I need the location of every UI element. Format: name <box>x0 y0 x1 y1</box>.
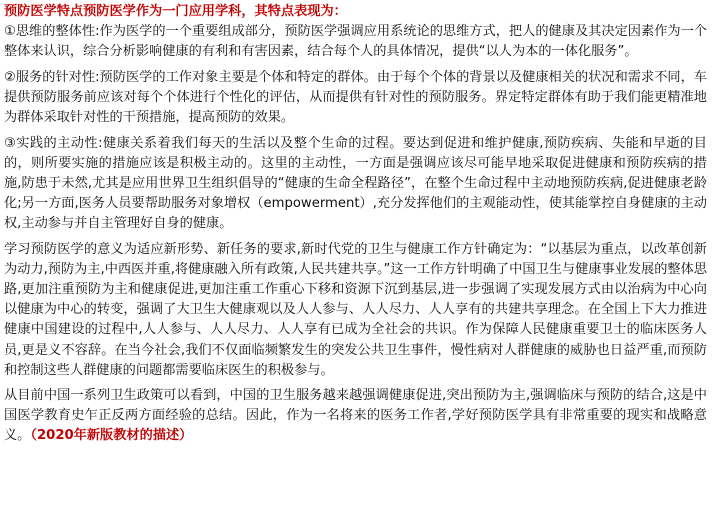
source-note: （2020年新版教材的描述） <box>30 427 193 443</box>
point-paragraph-holistic-thinking: ①思维的整体性:作为医学的一个重要组成部分，预防医学强调应用系统论的思维方式，把人的健康及其决定因素作为一个整体来认识，综合分析影响健康的有利和有害因素，结合每个人的具体情况，提供“以人为本的一体化服务”。 <box>4 24 707 60</box>
document-heading: 预防医学特点预防医学作为一门应用学科，其特点表现为： <box>4 4 347 19</box>
point-paragraph-targeted-service: ②服务的针对性:预防医学的工作对象主要是个体和特定的群体。由于每个个体的背景以及健康相关的状况和需求不同，车提供预防服务前应该对每个个体进行个性化的评估，从而提供有针对性的预防服务。界定特定群体有助于我们能更精准地为群体采取针对性的干预措施，提高预防的效果。 <box>4 70 707 126</box>
conclusion-text: 从目前中国一系列卫生政策可以看到，中国的卫生服务越来越强调健康促进,突出预防为主,强调临床与预防的结合,这是中国医学教育史乍正反两方面经验的总结。因此，作为一名将来的医务工作者,学好预防医学具有非常重要的现实和战略意义。 <box>4 387 707 443</box>
point-paragraph-proactive-practice: ③实践的主动性:健康关系着我们每天的生活以及整个生命的过程。要达到促进和维护健康,预防疾病、失能和早逝的目的，则所要实施的措施应该是积极主动的。这里的主动性，一方面是强调应该尽可能早地采取促进健康和预防疾病的措施,防患于未然,尤其是应用世界卫生组织倡导的“健康的生命全程路径”，在整个生命过程中主动地预防疾病,促进健康老龄化;另一方面,医务人员要帮助服务对象增权（empowerment）,充分发挥他们的主观能动性，使其能掌控自身健康的主动权,主动参与并自主管理好自身的健康。 <box>4 135 707 231</box>
significance-paragraph: 学习预防医学的意义为适应新形势、新任务的要求,新时代党的卫生与健康工作方针确定为：“以基层为重点，以改革创新为动力,预防为主,中西医并重,将健康融入所有政策,人民共建共享。”这一工作方针明确了中国卫生与健康事业发展的整体思路,更加注重预防为主和健康促进,更加注重工作重心下移和资源下沉到基层,进一步强调了实现发展方式由以治病为中心向以健康为中心的转变，强调了大卫生大健康观以及人人参与、人人尽力、人人享有的共建共享理念。在全国上下大力推进健康中国建设的过程中,人人参与、人人尽力、人人享有已成为全社会的共识。作为保障人民健康重要卫士的临床医务人员,更是义不容辞。在当今社会,我们不仅面临频繁发生的突发公共卫生事件，慢性病对人群健康的威胁也日益严重,而预防和控制这些人群健康的问题都需要临床医生的积极参与。 <box>4 242 707 378</box>
conclusion-paragraph <box>4 386 707 446</box>
